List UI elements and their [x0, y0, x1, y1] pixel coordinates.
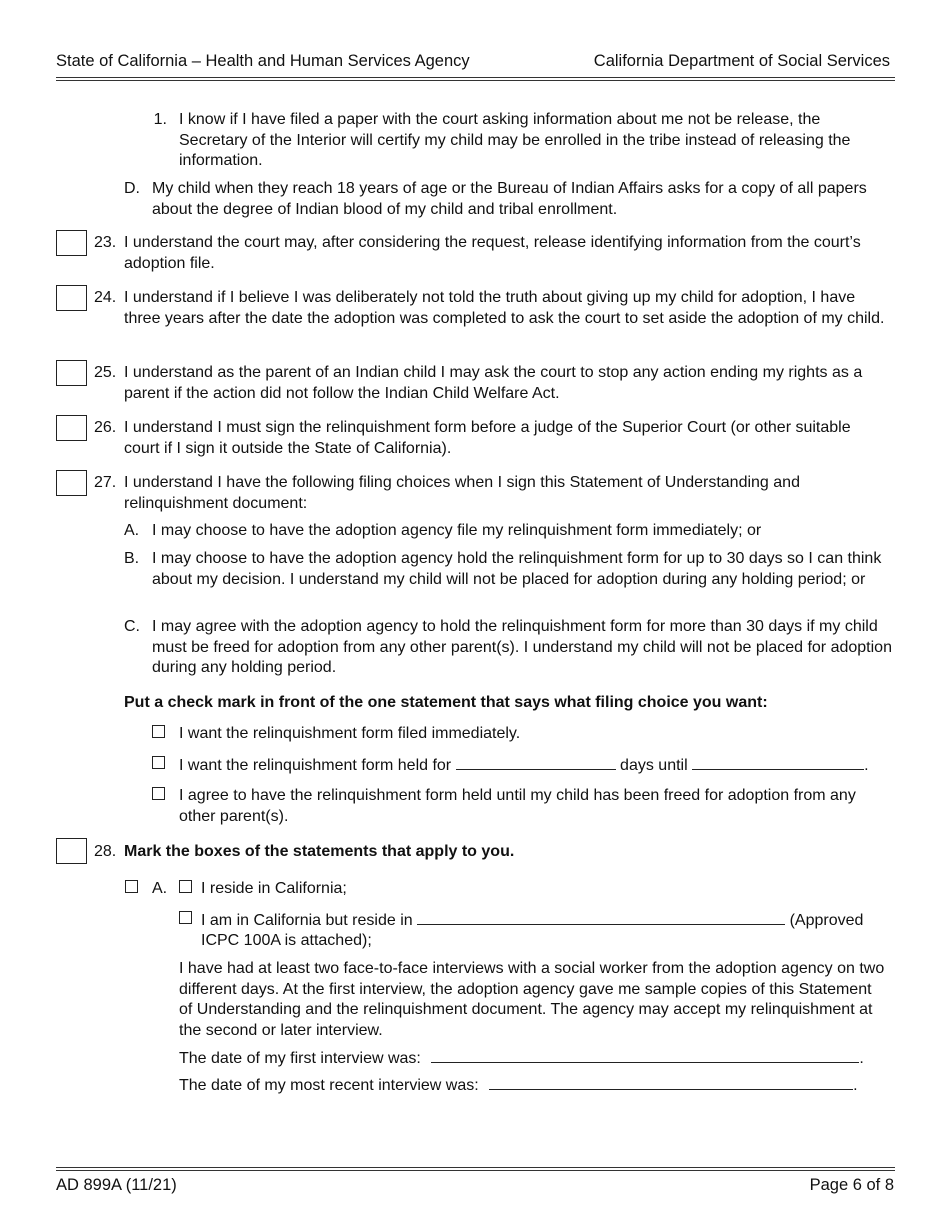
- item-24-number: 24.: [94, 289, 117, 306]
- item-27a-text: I may choose to have the adoption agency file my relinquishment form immediately; or: [152, 522, 762, 539]
- checkbox-item-24[interactable]: [56, 285, 87, 311]
- option-reside-elsewhere-row: [201, 910, 863, 932]
- hold-days-field[interactable]: [456, 755, 616, 770]
- item-28-text: Mark the boxes of the statements that apply to you.: [124, 843, 515, 860]
- footer-page-number: Page 6 of 8: [809, 1176, 894, 1194]
- checkbox-item-25[interactable]: [56, 360, 87, 386]
- checkbox-hold-form[interactable]: [152, 756, 165, 769]
- item-23-text: I understand the court may, after considering the request, release identifying information from the court’s adoption file.: [124, 234, 861, 272]
- item-24-text: I understand if I believe I was deliberately not told the truth about giving up my child for adoption, I have three years after the date the adoption was completed to ask the court to set aside the adoption of my child.: [124, 289, 885, 327]
- days-until-text: days until: [620, 757, 688, 774]
- item-27-text: I understand I have the following filing choices when I sign this Statement of Understanding and relinquishment document:: [124, 474, 800, 512]
- option-hold-until-freed: I agree to have the relinquishment form held until my child has been freed for adoption from any other parent(s).: [179, 787, 856, 825]
- recent-interview-date-field[interactable]: [489, 1075, 853, 1090]
- recent-interview-row: The date of my most recent interview was: .: [179, 1077, 858, 1094]
- item-d1-number: 1.: [153, 111, 167, 128]
- checkbox-item-28[interactable]: [56, 838, 87, 864]
- item-27c-text: I may agree with the adoption agency to hold the relinquishment form for more than 30 days if my child must be freed for adoption from any other parent(s). I understand my child will not be placed for adoption during any holding period.: [152, 618, 892, 676]
- checkbox-reside-elsewhere[interactable]: [179, 911, 192, 924]
- item-26-text: I understand I must sign the relinquishment form before a judge of the Superior Court (or other suitable court if I sign it outside the State of California).: [124, 419, 851, 457]
- recent-interview-label: The date of my most recent interview was:: [179, 1077, 479, 1094]
- item-d-text: My child when they reach 18 years of age or the Bureau of Indian Affairs asks for a copy of all papers about the degree of Indian blood of my child and tribal enrollment.: [152, 180, 867, 218]
- icpc-attached-text: ICPC 100A is attached);: [201, 932, 372, 949]
- header-agency: State of California – Health and Human Services Agency: [56, 52, 470, 70]
- checkbox-28a[interactable]: [125, 880, 138, 893]
- item-23-number: 23.: [94, 234, 117, 251]
- first-interview-date-field[interactable]: [431, 1048, 859, 1063]
- residence-state-field[interactable]: [417, 910, 785, 925]
- header-rule-top: [56, 77, 895, 78]
- item-27b-text: I may choose to have the adoption agency hold the relinquishment form for up to 30 days so I can think about my decision. I understand my child will not be placed for adoption during any holding period; or: [152, 550, 882, 588]
- item-26-number: 26.: [94, 419, 117, 436]
- item-28a-letter: A.: [152, 880, 168, 897]
- filing-choice-instruction: Put a check mark in front of the one statement that says what filing choice you want:: [124, 694, 768, 711]
- checkbox-item-26[interactable]: [56, 415, 87, 441]
- option-hold-form-row: I want the relinquishment form held for days until .: [179, 757, 869, 774]
- option-file-immediately: I want the relinquishment form filed immediately.: [179, 725, 521, 742]
- item-d1-text: I know if I have filed a paper with the court asking information about me not be release, the Secretary of the Interior will certify my child may be enrolled in the tribe instead of releasing the information.: [179, 111, 851, 169]
- item-27-number: 27.: [94, 474, 117, 491]
- interviews-paragraph: I have had at least two face-to-face interviews with a social worker from the adoption agency on two different days. At the first interview, the adoption agency gave me sample copies of this Statement of Understanding and the relinquishment document. The agency may accept my relinquishment at the second or later interview.: [179, 960, 885, 1039]
- header-rule-bottom: [56, 80, 895, 81]
- checkbox-file-immediately[interactable]: [152, 725, 165, 738]
- footer-form-number: AD 899A (11/21): [56, 1176, 177, 1194]
- header-department: California Department of Social Services: [593, 52, 890, 70]
- footer-rule-bottom: [56, 1170, 895, 1171]
- option-reside-california: I reside in California;: [201, 880, 347, 897]
- hold-until-date-field[interactable]: [692, 755, 864, 770]
- item-d-letter: D.: [124, 180, 140, 197]
- item-27c-letter: C.: [124, 618, 140, 635]
- first-interview-label: The date of my first interview was:: [179, 1050, 421, 1067]
- checkbox-item-23[interactable]: [56, 230, 87, 256]
- first-interview-row: The date of my first interview was: .: [179, 1050, 864, 1067]
- item-27a-letter: A.: [124, 522, 140, 539]
- item-25-text: I understand as the parent of an Indian child I may ask the court to stop any action ending my rights as a parent if the action did not follow the Indian Child Welfare Act.: [124, 364, 863, 402]
- checkbox-reside-california[interactable]: [179, 880, 192, 893]
- checkbox-hold-until-freed[interactable]: [152, 787, 165, 800]
- option-hold-form-text: I want the relinquishment form held for: [179, 757, 452, 774]
- item-28-number: 28.: [94, 843, 117, 860]
- option-reside-elsewhere-text: I am in California but reside in: [201, 912, 413, 929]
- item-27b-letter: B.: [124, 550, 140, 567]
- footer-rule-top: [56, 1167, 895, 1168]
- approved-text: (Approved: [789, 912, 864, 929]
- checkbox-item-27[interactable]: [56, 470, 87, 496]
- item-25-number: 25.: [94, 364, 117, 381]
